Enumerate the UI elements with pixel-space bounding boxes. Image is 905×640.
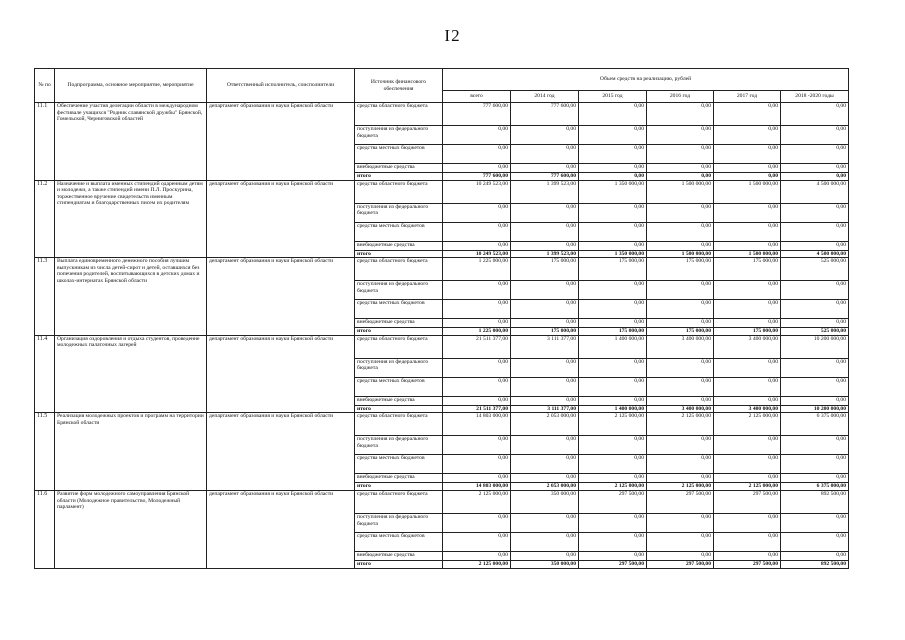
amount-cell: 0,00 xyxy=(579,164,647,173)
amount-cell: 0,00 xyxy=(443,396,511,405)
amount-cell: 0,00 xyxy=(781,455,849,474)
amount-cell: 0,00 xyxy=(579,513,647,532)
amount-cell: 1 225 000,00 xyxy=(443,328,511,336)
amount-cell: 14 803 000,00 xyxy=(443,483,511,491)
amount-cell: 0,00 xyxy=(443,203,511,222)
amount-cell: 0,00 xyxy=(647,396,714,405)
amount-cell: 0,00 xyxy=(647,358,714,377)
amount-cell: 0,00 xyxy=(579,436,647,455)
amount-cell: 0,00 xyxy=(647,126,714,145)
amount-cell: 0,00 xyxy=(511,203,579,222)
amount-cell: 0,00 xyxy=(579,222,647,241)
amount-cell: 2 125 000,00 xyxy=(647,413,714,436)
amount-cell: 0,00 xyxy=(781,532,849,551)
amount-cell: 0,00 xyxy=(511,319,579,328)
amount-cell: 0,00 xyxy=(714,377,781,396)
amount-cell: 1 500 000,00 xyxy=(647,180,714,203)
amount-cell: 0,00 xyxy=(443,455,511,474)
amount-cell: 0,00 xyxy=(714,103,781,126)
amount-cell: 0,00 xyxy=(579,319,647,328)
amount-cell: 0,00 xyxy=(579,300,647,319)
amount-cell: 0,00 xyxy=(511,532,579,551)
amount-cell: 0,00 xyxy=(579,281,647,300)
amount-cell: 2 053 000,00 xyxy=(511,483,579,491)
funding-source: средства областного бюджета xyxy=(355,335,443,358)
page-number: I2 xyxy=(444,26,461,45)
header-num: № по xyxy=(35,69,55,103)
item-executor: департамент образования и науки Брянской области xyxy=(207,335,355,413)
amount-cell: 0,00 xyxy=(781,396,849,405)
amount-cell: 0,00 xyxy=(579,396,647,405)
amount-cell: 0,00 xyxy=(714,241,781,250)
funding-source: средства местных бюджетов xyxy=(355,377,443,396)
funding-source: средства областного бюджета xyxy=(355,490,443,513)
amount-cell: 777 600,00 xyxy=(443,103,511,126)
amount-cell: 0,00 xyxy=(714,551,781,560)
amount-cell: 1 500 000,00 xyxy=(647,250,714,258)
amount-cell: 0,00 xyxy=(443,126,511,145)
table-row xyxy=(35,335,849,358)
amount-cell: 0,00 xyxy=(781,300,849,319)
amount-cell: 0,00 xyxy=(781,513,849,532)
amount-cell: 0,00 xyxy=(781,319,849,328)
amount-cell: 0,00 xyxy=(714,203,781,222)
amount-cell: 0,00 xyxy=(511,455,579,474)
amount-cell: 2 053 000,00 xyxy=(511,413,579,436)
item-executor: департамент образования и науки Брянской области xyxy=(207,180,355,258)
funding-source: итого xyxy=(355,483,443,491)
table-row xyxy=(35,103,849,126)
amount-cell: 0,00 xyxy=(714,532,781,551)
funding-source: средства областного бюджета xyxy=(355,180,443,203)
amount-cell: 0,00 xyxy=(443,281,511,300)
item-description: Назначение и выплата именных стипендий одаренным детям и молодежи, а также стипендий имени П.Л. Проскурина, торжественное вручение свидетельств именным стипендиатам и благодарственных писем их родителям xyxy=(55,180,207,258)
amount-cell: 2 125 000,00 xyxy=(579,413,647,436)
amount-cell: 0,00 xyxy=(781,103,849,126)
amount-cell: 0,00 xyxy=(511,300,579,319)
item-description: Реализация молодежных проектов и программ на территории Брянской области xyxy=(55,413,207,491)
amount-cell: 2 125 000,00 xyxy=(443,490,511,513)
amount-cell: 0,00 xyxy=(781,222,849,241)
amount-cell: 0,00 xyxy=(443,532,511,551)
funding-source: средства местных бюджетов xyxy=(355,222,443,241)
amount-cell: 0,00 xyxy=(647,145,714,164)
amount-cell: 0,00 xyxy=(714,173,781,181)
amount-cell: 175 000,00 xyxy=(511,258,579,281)
amount-cell: 1 399 523,00 xyxy=(511,250,579,258)
funding-source: итого xyxy=(355,560,443,568)
amount-cell: 3 400 000,00 xyxy=(647,405,714,413)
amount-cell: 0,00 xyxy=(443,377,511,396)
amount-cell: 175 000,00 xyxy=(511,328,579,336)
funding-source: поступления из федерального бюджета xyxy=(355,126,443,145)
amount-cell: 350 000,00 xyxy=(511,560,579,568)
funding-source: поступления из федерального бюджета xyxy=(355,358,443,377)
item-executor: департамент образования и науки Брянской области xyxy=(207,490,355,568)
item-executor: департамент образования и науки Брянской области xyxy=(207,413,355,491)
amount-cell: 0,00 xyxy=(647,377,714,396)
amount-cell: 14 803 000,00 xyxy=(443,413,511,436)
amount-cell: 0,00 xyxy=(443,551,511,560)
amount-cell: 0,00 xyxy=(714,455,781,474)
header-year-total: всего xyxy=(443,91,511,103)
amount-cell: 0,00 xyxy=(511,551,579,560)
funding-source: внебюджетные средства xyxy=(355,241,443,250)
funding-source: внебюджетные средства xyxy=(355,396,443,405)
amount-cell: 1 400 000,00 xyxy=(579,335,647,358)
amount-cell: 0,00 xyxy=(511,474,579,483)
amount-cell: 297 500,00 xyxy=(714,560,781,568)
funding-source: средства местных бюджетов xyxy=(355,455,443,474)
table-row xyxy=(35,258,849,281)
header-source: Источник финансового обеспечения xyxy=(355,69,443,103)
amount-cell: 0,00 xyxy=(647,281,714,300)
amount-cell: 0,00 xyxy=(714,396,781,405)
funding-source: средства областного бюджета xyxy=(355,413,443,436)
amount-cell: 297 500,00 xyxy=(579,560,647,568)
amount-cell: 0,00 xyxy=(781,377,849,396)
amount-cell: 0,00 xyxy=(714,319,781,328)
amount-cell: 1 400 000,00 xyxy=(579,405,647,413)
funding-source: средства местных бюджетов xyxy=(355,300,443,319)
amount-cell: 4 500 000,00 xyxy=(781,250,849,258)
funding-source: итого xyxy=(355,173,443,181)
amount-cell: 175 000,00 xyxy=(714,258,781,281)
amount-cell: 175 000,00 xyxy=(647,258,714,281)
amount-cell: 0,00 xyxy=(781,241,849,250)
amount-cell: 777 600,00 xyxy=(511,103,579,126)
amount-cell: 0,00 xyxy=(511,222,579,241)
amount-cell: 4 500 000,00 xyxy=(781,180,849,203)
amount-cell: 0,00 xyxy=(714,436,781,455)
amount-cell: 2 125 000,00 xyxy=(579,483,647,491)
amount-cell: 0,00 xyxy=(781,281,849,300)
amount-cell: 297 500,00 xyxy=(647,560,714,568)
amount-cell: 777 600,00 xyxy=(443,173,511,181)
item-code: 11.1 xyxy=(35,103,55,181)
amount-cell: 6 375 000,00 xyxy=(781,413,849,436)
amount-cell: 1 399 523,00 xyxy=(511,180,579,203)
amount-cell: 0,00 xyxy=(579,145,647,164)
funding-source: поступления из федерального бюджета xyxy=(355,203,443,222)
amount-cell: 0,00 xyxy=(443,164,511,173)
amount-cell: 0,00 xyxy=(647,222,714,241)
amount-cell: 3 400 000,00 xyxy=(714,405,781,413)
header-program: Подпрограмма, основное мероприятие, мероприятие xyxy=(55,69,207,103)
funding-source: внебюджетные средства xyxy=(355,164,443,173)
amount-cell: 0,00 xyxy=(647,551,714,560)
item-executor: департамент образования и науки Брянской области xyxy=(207,258,355,336)
amount-cell: 0,00 xyxy=(647,164,714,173)
amount-cell: 0,00 xyxy=(647,474,714,483)
amount-cell: 1 350 000,00 xyxy=(579,250,647,258)
amount-cell: 0,00 xyxy=(443,474,511,483)
amount-cell: 297 500,00 xyxy=(579,490,647,513)
amount-cell: 0,00 xyxy=(443,358,511,377)
amount-cell: 0,00 xyxy=(511,145,579,164)
amount-cell: 0,00 xyxy=(443,145,511,164)
table-row xyxy=(35,413,849,436)
amount-cell: 0,00 xyxy=(511,436,579,455)
amount-cell: 0,00 xyxy=(511,126,579,145)
item-description: Выплата единовременного денежного пособия лучшим выпускникам из числа детей-сирот и детей, оставшихся без попечения родителей, воспитывающихся в детских домах и школах-интернатах Брянской области xyxy=(55,258,207,336)
amount-cell: 0,00 xyxy=(647,436,714,455)
amount-cell: 0,00 xyxy=(511,281,579,300)
table-row xyxy=(35,490,849,513)
amount-cell: 0,00 xyxy=(647,241,714,250)
amount-cell: 0,00 xyxy=(714,513,781,532)
amount-cell: 0,00 xyxy=(714,358,781,377)
amount-cell: 0,00 xyxy=(714,222,781,241)
amount-cell: 175 000,00 xyxy=(579,328,647,336)
header-volume: Объем средств на реализацию, рублей xyxy=(443,69,849,91)
header-year-2015: 2015 год xyxy=(579,91,647,103)
amount-cell: 0,00 xyxy=(647,203,714,222)
amount-cell: 0,00 xyxy=(579,377,647,396)
amount-cell: 0,00 xyxy=(714,164,781,173)
amount-cell: 892 500,00 xyxy=(781,490,849,513)
header-year-2017: 2017 год xyxy=(714,91,781,103)
amount-cell: 0,00 xyxy=(714,474,781,483)
amount-cell: 0,00 xyxy=(781,436,849,455)
amount-cell: 175 000,00 xyxy=(579,258,647,281)
amount-cell: 0,00 xyxy=(511,377,579,396)
amount-cell: 10 200 000,00 xyxy=(781,335,849,358)
amount-cell: 0,00 xyxy=(579,455,647,474)
amount-cell: 2 125 000,00 xyxy=(714,483,781,491)
item-code: 11.4 xyxy=(35,335,55,413)
amount-cell: 0,00 xyxy=(511,358,579,377)
item-description: Развитие форм молодежного самоуправления Брянской области (Молодежное правительство, Молодежный парламент) xyxy=(55,490,207,568)
amount-cell: 297 500,00 xyxy=(714,490,781,513)
amount-cell: 175 000,00 xyxy=(714,328,781,336)
amount-cell: 0,00 xyxy=(647,319,714,328)
amount-cell: 2 125 000,00 xyxy=(443,560,511,568)
amount-cell: 1 500 000,00 xyxy=(714,250,781,258)
amount-cell: 0,00 xyxy=(781,145,849,164)
amount-cell: 0,00 xyxy=(647,455,714,474)
amount-cell: 0,00 xyxy=(781,474,849,483)
amount-cell: 0,00 xyxy=(511,513,579,532)
amount-cell: 0,00 xyxy=(647,103,714,126)
amount-cell: 892 500,00 xyxy=(781,560,849,568)
amount-cell: 0,00 xyxy=(443,513,511,532)
amount-cell: 21 511 377,00 xyxy=(443,405,511,413)
amount-cell: 21 511 377,00 xyxy=(443,335,511,358)
amount-cell: 0,00 xyxy=(781,164,849,173)
amount-cell: 0,00 xyxy=(443,436,511,455)
amount-cell: 0,00 xyxy=(443,319,511,328)
funding-source: итого xyxy=(355,405,443,413)
amount-cell: 0,00 xyxy=(714,126,781,145)
table-body xyxy=(35,103,849,569)
amount-cell: 350 000,00 xyxy=(511,490,579,513)
item-code: 11.6 xyxy=(35,490,55,568)
funding-source: поступления из федерального бюджета xyxy=(355,281,443,300)
funding-source: внебюджетные средства xyxy=(355,319,443,328)
header-executor: Ответственный исполнитель, соисполнители xyxy=(207,69,355,103)
amount-cell: 0,00 xyxy=(579,126,647,145)
funding-source: средства областного бюджета xyxy=(355,258,443,281)
amount-cell: 0,00 xyxy=(579,103,647,126)
amount-cell: 0,00 xyxy=(714,300,781,319)
amount-cell: 0,00 xyxy=(781,203,849,222)
amount-cell: 0,00 xyxy=(511,241,579,250)
amount-cell: 2 125 000,00 xyxy=(714,413,781,436)
amount-cell: 175 000,00 xyxy=(647,328,714,336)
item-code: 11.3 xyxy=(35,258,55,336)
amount-cell: 10 249 523,00 xyxy=(443,180,511,203)
amount-cell: 0,00 xyxy=(714,145,781,164)
item-description: Обеспечение участия делегации области в международном фестивале учащихся "Родник славянской дружбы" Брянской, Гомельской, Черниговской областей xyxy=(55,103,207,181)
amount-cell: 525 000,00 xyxy=(781,328,849,336)
item-code: 11.2 xyxy=(35,180,55,258)
funding-source: поступления из федерального бюджета xyxy=(355,513,443,532)
item-description: Организация оздоровления и отдыха студентов, проведение молодежных палаточных лагерей xyxy=(55,335,207,413)
funding-source: средства областного бюджета xyxy=(355,103,443,126)
amount-cell: 0,00 xyxy=(579,203,647,222)
amount-cell: 6 375 000,00 xyxy=(781,483,849,491)
funding-source: внебюджетные средства xyxy=(355,551,443,560)
amount-cell: 0,00 xyxy=(579,532,647,551)
header-year-2018-2020: 2018 -2020 годы xyxy=(781,91,849,103)
amount-cell: 10 200 000,00 xyxy=(781,405,849,413)
amount-cell: 0,00 xyxy=(579,241,647,250)
amount-cell: 2 125 000,00 xyxy=(647,483,714,491)
funding-source: внебюджетные средства xyxy=(355,474,443,483)
budget-table xyxy=(34,68,849,569)
amount-cell: 0,00 xyxy=(714,281,781,300)
funding-source: поступления из федерального бюджета xyxy=(355,436,443,455)
amount-cell: 0,00 xyxy=(443,222,511,241)
amount-cell: 1 350 000,00 xyxy=(579,180,647,203)
item-code: 11.5 xyxy=(35,413,55,491)
amount-cell: 0,00 xyxy=(511,164,579,173)
amount-cell: 3 400 000,00 xyxy=(647,335,714,358)
item-executor: департамент образования и науки Брянской области xyxy=(207,103,355,181)
amount-cell: 0,00 xyxy=(443,241,511,250)
header-year-2016: 2016 год xyxy=(647,91,714,103)
amount-cell: 1 225 000,00 xyxy=(443,258,511,281)
amount-cell: 0,00 xyxy=(579,173,647,181)
header-year-2014: 2014 год xyxy=(511,91,579,103)
amount-cell: 0,00 xyxy=(781,173,849,181)
amount-cell: 0,00 xyxy=(781,551,849,560)
amount-cell: 0,00 xyxy=(443,300,511,319)
amount-cell: 0,00 xyxy=(647,300,714,319)
amount-cell: 10 249 523,00 xyxy=(443,250,511,258)
amount-cell: 3 400 000,00 xyxy=(714,335,781,358)
amount-cell: 0,00 xyxy=(579,474,647,483)
amount-cell: 0,00 xyxy=(781,126,849,145)
amount-cell: 777 600,00 xyxy=(511,173,579,181)
amount-cell: 0,00 xyxy=(511,396,579,405)
amount-cell: 3 111 377,00 xyxy=(511,335,579,358)
funding-source: средства местных бюджетов xyxy=(355,145,443,164)
amount-cell: 0,00 xyxy=(647,173,714,181)
amount-cell: 0,00 xyxy=(647,532,714,551)
amount-cell: 525 000,00 xyxy=(781,258,849,281)
funding-source: итого xyxy=(355,250,443,258)
amount-cell: 1 500 000,00 xyxy=(714,180,781,203)
amount-cell: 3 111 377,00 xyxy=(511,405,579,413)
amount-cell: 0,00 xyxy=(647,513,714,532)
amount-cell: 0,00 xyxy=(579,358,647,377)
amount-cell: 0,00 xyxy=(781,358,849,377)
amount-cell: 0,00 xyxy=(579,551,647,560)
table-row xyxy=(35,180,849,203)
funding-source: итого xyxy=(355,328,443,336)
funding-source: средства местных бюджетов xyxy=(355,532,443,551)
amount-cell: 297 500,00 xyxy=(647,490,714,513)
